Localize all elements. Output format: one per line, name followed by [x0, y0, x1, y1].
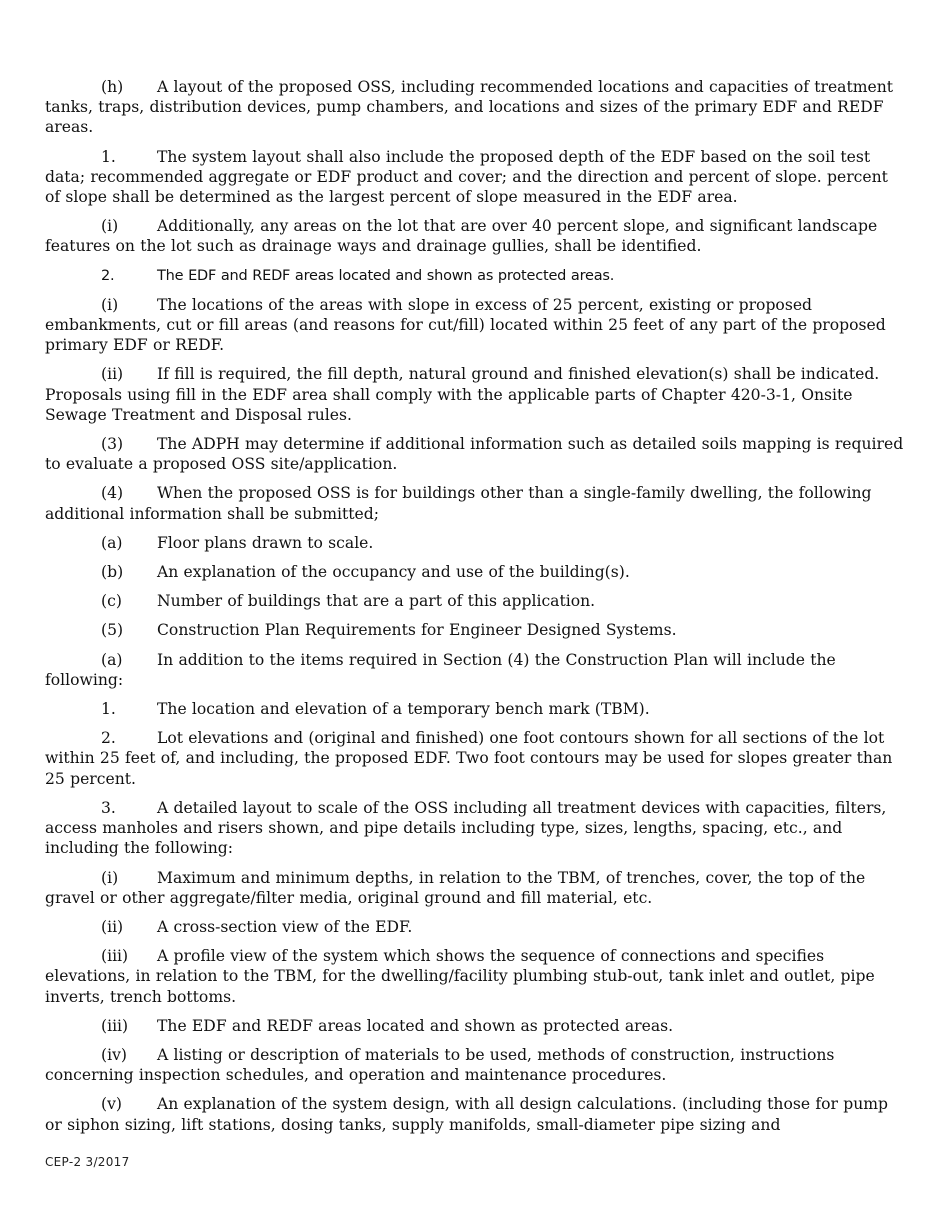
paragraph-1: [45, 699, 907, 719]
paragraph-text: The location and elevation of a temporary bench mark (TBM).: [157, 700, 650, 719]
paragraph-a: [45, 650, 907, 690]
list-marker: (c): [101, 592, 122, 611]
paragraph-text: Number of buildings that are a part of this application.: [157, 592, 596, 611]
list-marker: (i): [101, 217, 119, 236]
list-marker: (iv): [101, 1045, 127, 1064]
paragraph-text: The EDF and REDF areas located and shown as protected areas.: [157, 267, 615, 284]
paragraph-text: Maximum and minimum depths, in relation to the TBM, of trenches, cover, the top of the gravel or other aggregate/filter media, original ground and fill material, etc.: [45, 868, 866, 907]
paragraph-5: [45, 620, 907, 640]
paragraph-text: An explanation of the occupancy and use of the building(s).: [157, 563, 630, 582]
list-marker: 2.: [101, 729, 116, 748]
paragraph-text: The ADPH may determine if additional information such as detailed soils mapping is required to evaluate a proposed OSS site/application.: [45, 435, 904, 474]
list-marker: (ii): [101, 365, 124, 384]
document-body: [45, 77, 907, 1144]
list-marker: (a): [101, 650, 123, 669]
paragraph-text: A profile view of the system which shows the sequence of connections and specifies elevations, in relation to the TBM, for the dwelling/facility plumbing stub-out, tank inlet and outlet, pipe inverts, trench bottoms.: [45, 947, 875, 1006]
list-marker: (iii): [101, 947, 129, 966]
list-marker: 2.: [101, 267, 115, 284]
list-marker: (ii): [101, 917, 124, 936]
list-marker: (i): [101, 295, 119, 314]
page-footer: CEP-2 3/2017: [45, 1155, 130, 1169]
paragraph-iii: [45, 946, 907, 1007]
list-marker: (i): [101, 868, 119, 887]
paragraph-2: [45, 266, 907, 286]
paragraph-3: [45, 798, 907, 859]
paragraph-i: [45, 295, 907, 356]
list-marker: 3.: [101, 798, 116, 817]
list-marker: (v): [101, 1095, 122, 1114]
list-marker: (iii): [101, 1016, 129, 1035]
paragraph-text: Construction Plan Requirements for Engineer Designed Systems.: [157, 621, 677, 640]
paragraph-text: A cross-section view of the EDF.: [157, 917, 413, 936]
paragraph-text: The system layout shall also include the proposed depth of the EDF based on the soil test data; recommended aggregate or EDF product and cover; and the direction and percent of slope. percent of slope shall be determined as the largest percent of slope measured in the EDF area.: [45, 147, 888, 207]
paragraph-text: If fill is required, the fill depth, natural ground and finished elevation(s) shall be indicated. Proposals using fill in the EDF area shall comply with the applicable parts of Chapter 420-3-1, Onsite Sewage Treatment and Disposal rules.: [45, 365, 880, 424]
paragraph-text: An explanation of the system design, with all design calculations. (including those for pump or siphon sizing, lift stations, dosing tanks, supply manifolds, small-diameter pipe sizing and: [45, 1095, 889, 1134]
paragraph-text: The EDF and REDF areas located and shown as protected areas.: [157, 1016, 674, 1035]
paragraph-text: When the proposed OSS is for buildings other than a single-family dwelling, the following additional information shall be submitted;: [45, 484, 872, 523]
list-marker: 1.: [101, 147, 116, 166]
list-marker: (4): [101, 484, 124, 503]
list-marker: (h): [101, 78, 124, 96]
paragraph-text: A detailed layout to scale of the OSS including all treatment devices with capacities, filters, access manholes and risers shown, and pipe details including type, sizes, lengths, spacing, etc., and including the following:: [45, 798, 887, 858]
paragraph-3: [45, 434, 907, 474]
paragraph-ii: [45, 364, 907, 425]
list-marker: (a): [101, 533, 123, 552]
paragraph-text: The locations of the areas with slope in excess of 25 percent, existing or proposed embankments, cut or fill areas (and reasons for cut/fill) located within 25 feet of any part of the proposed primary EDF or REDF.: [45, 295, 886, 355]
paragraph-text: A layout of the proposed OSS, including recommended locations and capacities of treatment tanks, traps, distribution devices, pump chambers, and locations and sizes of the primary EDF and REDF areas.: [45, 78, 894, 137]
paragraph-i: [45, 868, 907, 908]
paragraph-ii: [45, 917, 907, 937]
list-marker: (5): [101, 621, 124, 640]
paragraph-4: [45, 483, 907, 523]
paragraph-v: [45, 1094, 907, 1134]
paragraph-1: [45, 147, 907, 208]
paragraph-a: [45, 533, 907, 553]
paragraph-text: Additionally, any areas on the lot that are over 40 percent slope, and significant landscape features on the lot such as drainage ways and drainage gullies, shall be identified.: [45, 217, 878, 256]
paragraph-text: Floor plans drawn to scale.: [157, 533, 374, 552]
paragraph-2: [45, 728, 907, 789]
list-marker: (3): [101, 435, 124, 454]
paragraph-h: [45, 77, 907, 138]
paragraph-b: [45, 562, 907, 582]
paragraph-iii: [45, 1016, 907, 1036]
list-marker: (b): [101, 563, 124, 582]
paragraph-text: Lot elevations and (original and finished) one foot contours shown for all sections of the lot within 25 feet of, and including, the proposed EDF. Two foot contours may be used for slopes greater than 25 percent.: [45, 729, 893, 788]
list-marker: 1.: [101, 700, 116, 719]
paragraph-i: [45, 216, 907, 256]
paragraph-text: A listing or description of materials to be used, methods of construction, instructions concerning inspection schedules, and operation and maintenance procedures.: [45, 1045, 835, 1085]
paragraph-iv: [45, 1045, 907, 1085]
paragraph-c: [45, 591, 907, 611]
paragraph-text: In addition to the items required in Section (4) the Construction Plan will include the following:: [45, 650, 836, 689]
